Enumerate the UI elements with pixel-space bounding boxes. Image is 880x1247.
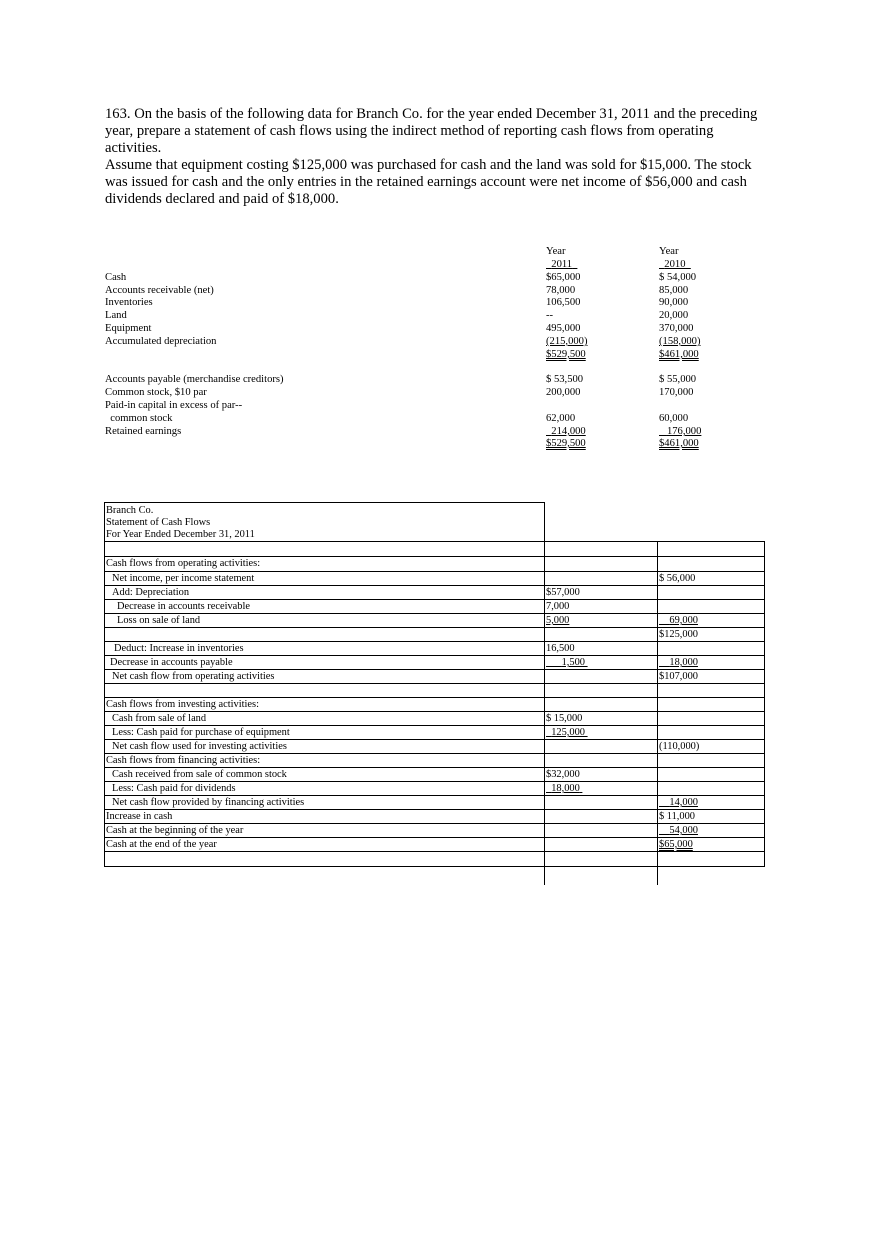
bs-label: Common stock, $10 par xyxy=(105,387,207,398)
bs-label: Paid-in capital in excess of par-- xyxy=(105,400,243,411)
cf-amount-b: $ 11,000 xyxy=(659,811,695,822)
bs-2010: 85,000 xyxy=(659,285,689,296)
cf-label: Decrease in accounts payable xyxy=(110,657,233,668)
bs-2010: 20,000 xyxy=(659,310,689,321)
bs-label: Cash xyxy=(105,272,127,283)
cf-amount-b: 69,000 xyxy=(669,615,698,626)
question-line-6: dividends declared and paid of $18,000. xyxy=(105,191,339,207)
cf-amount-b: 14,000 xyxy=(669,797,698,808)
bs-2011: (215,000) xyxy=(546,336,588,347)
bs-2010: $ 54,000 xyxy=(659,272,697,283)
cf-label: Add: Depreciation xyxy=(112,587,190,598)
cf-label: Cash at the beginning of the year xyxy=(106,825,244,836)
bs-label: Equipment xyxy=(105,323,152,334)
bs-2010: 90,000 xyxy=(659,297,689,308)
cf-amount-b: 54,000 xyxy=(669,825,698,836)
statement-company: Branch Co. xyxy=(106,505,154,516)
bs-2011: 78,000 xyxy=(546,285,576,296)
cf-label: Net cash flow from operating activities xyxy=(112,671,275,682)
question-line-4: Assume that equipment costing $125,000 was purchased for cash and the land was sold for $15,000. The stock xyxy=(105,157,752,173)
bs-2011: 62,000 xyxy=(546,413,576,424)
bs-total-2010: $461,000 xyxy=(659,349,699,360)
bs-2011: 214,000 xyxy=(551,426,586,437)
col-2010-label: 2010 xyxy=(664,259,686,270)
bs-label: Land xyxy=(105,310,127,321)
cf-label: Cash flows from financing activities: xyxy=(106,755,261,766)
cf-amount-a: 5,000 xyxy=(546,615,570,626)
cf-label: Less: Cash paid for purchase of equipment xyxy=(112,727,290,738)
cf-label: Cash flows from operating activities: xyxy=(106,558,261,569)
cf-amount-a: $ 15,000 xyxy=(546,713,583,724)
cf-label: Net income, per income statement xyxy=(112,573,255,584)
question-line-5: was issued for cash and the only entries in the retained earnings account were net income of $56,000 and cash xyxy=(105,174,747,190)
cf-amount-b: $125,000 xyxy=(659,629,698,640)
bs-2011: 106,500 xyxy=(546,297,581,308)
cf-amount-b: (110,000) xyxy=(659,741,700,752)
cf-label: Cash received from sale of common stock xyxy=(112,769,287,780)
bs-label: Accounts receivable (net) xyxy=(105,285,214,296)
bs-total-2011: $529,500 xyxy=(546,438,586,449)
col-2011-label: 2011 xyxy=(551,259,573,270)
bs-2011: 495,000 xyxy=(546,323,581,334)
bs-2010: 60,000 xyxy=(659,413,689,424)
cf-amount-a: 16,500 xyxy=(546,643,575,654)
cf-amount-a: $32,000 xyxy=(546,769,580,780)
bs-2011: $65,000 xyxy=(546,272,581,283)
cf-label: Cash flows from investing activities: xyxy=(106,699,259,710)
bs-label: Accounts payable (merchandise creditors) xyxy=(105,374,284,385)
bs-total-2011: $529,500 xyxy=(546,349,586,360)
cf-amount-a: $57,000 xyxy=(546,587,580,598)
question-line-3: activities. xyxy=(105,140,162,156)
cf-label: Cash at the end of the year xyxy=(106,839,217,850)
bs-label: Retained earnings xyxy=(105,426,182,437)
cf-amount-b: $107,000 xyxy=(659,671,698,682)
cf-label: Deduct: Increase in inventories xyxy=(114,643,244,654)
cf-label: Net cash flow provided by financing activities xyxy=(112,797,305,808)
cf-amount-a: 125,000 xyxy=(551,727,585,738)
bs-2010: 170,000 xyxy=(659,387,694,398)
cf-label: Increase in cash xyxy=(106,811,173,822)
bs-2011: 200,000 xyxy=(546,387,581,398)
cf-amount-b: $ 56,000 xyxy=(659,573,696,584)
cf-amount-a: 7,000 xyxy=(546,601,570,612)
bs-2010: 176,000 xyxy=(666,426,702,437)
bs-2010: (158,000) xyxy=(659,336,701,347)
cf-amount-b: $65,000 xyxy=(659,839,693,850)
cf-label: Cash from sale of land xyxy=(112,713,207,724)
cf-amount-a: 1,500 xyxy=(561,657,585,668)
bs-2011: -- xyxy=(546,310,554,321)
cf-label: Decrease in accounts receivable xyxy=(117,601,250,612)
bs-label: common stock xyxy=(105,413,173,424)
bs-label: Accumulated depreciation xyxy=(105,336,217,347)
bs-2010: $ 55,000 xyxy=(659,374,697,385)
col-2011-year: Year xyxy=(546,246,566,257)
bs-total-2010: $461,000 xyxy=(659,438,699,449)
bs-2011: $ 53,500 xyxy=(546,374,584,385)
cf-label: Loss on sale of land xyxy=(117,615,201,626)
statement-title: Statement of Cash Flows xyxy=(106,517,211,528)
statement-period: For Year Ended December 31, 2011 xyxy=(106,529,255,540)
cf-label: Net cash flow used for investing activities xyxy=(112,741,287,752)
bs-label: Inventories xyxy=(105,297,153,308)
cf-label: Less: Cash paid for dividends xyxy=(112,783,236,794)
col-2010-year: Year xyxy=(659,246,679,257)
question-line-1: 163. On the basis of the following data for Branch Co. for the year ended December 31, 2011 and the preceding xyxy=(105,106,758,122)
cf-amount-a: 18,000 xyxy=(551,783,580,794)
bs-2010: 370,000 xyxy=(659,323,694,334)
question-line-2: year, prepare a statement of cash flows using the indirect method of reporting cash flows from operating xyxy=(105,123,714,139)
cf-amount-b: 18,000 xyxy=(669,657,698,668)
